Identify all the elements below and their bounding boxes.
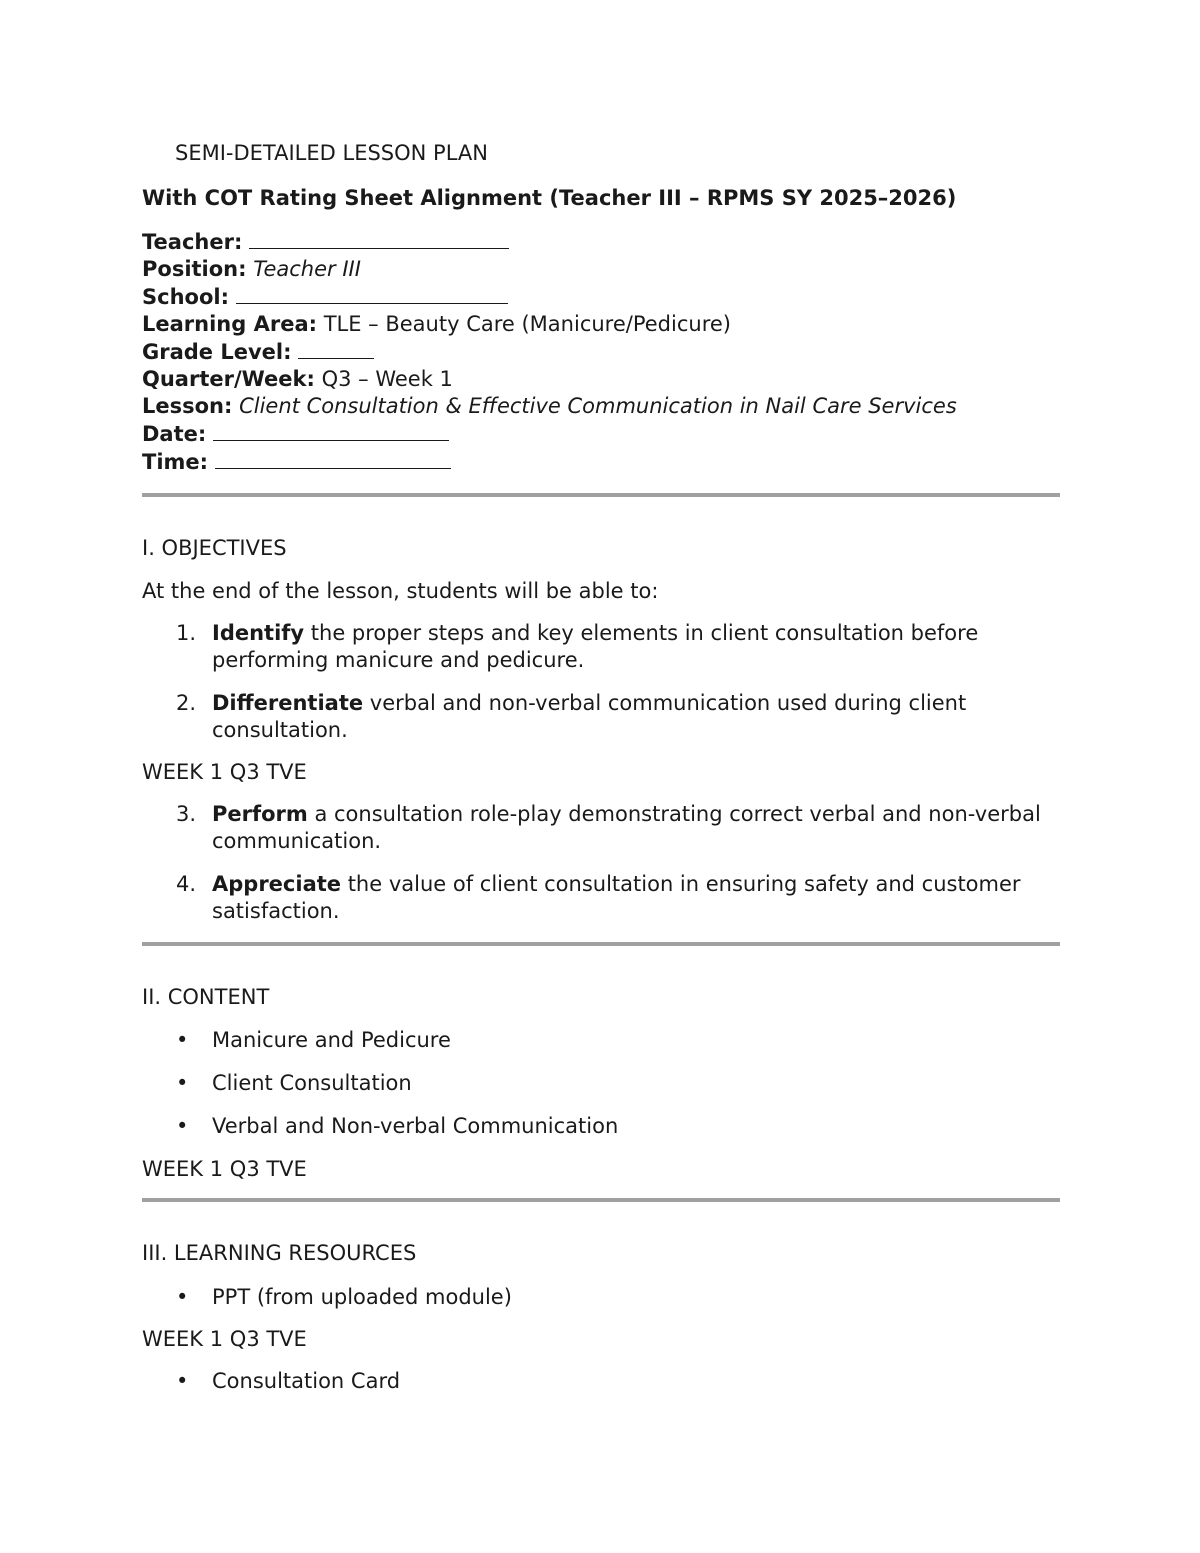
section-divider <box>142 493 1060 497</box>
position-label: Position: <box>142 257 247 281</box>
objectives-heading: I. OBJECTIVES <box>142 536 287 560</box>
position-value: Teacher III <box>253 257 361 281</box>
list-item <box>142 1070 1060 1097</box>
resources-heading: III. LEARNING RESOURCES <box>142 1241 417 1265</box>
document-subtitle: With COT Rating Sheet Alignment (Teacher III – RPMS SY 2025–2026) <box>142 186 957 210</box>
section-divider <box>142 942 1060 946</box>
time-label: Time: <box>142 450 209 474</box>
learning-area-label: Learning Area: <box>142 312 318 336</box>
quarter-week-label: Quarter/Week: <box>142 367 315 391</box>
school-blank <box>236 283 508 304</box>
objective-number: 3. <box>176 802 197 826</box>
section-divider <box>142 1198 1060 1202</box>
objective-text: the proper steps and key elements in client consultation before performing manicure and pedicure. <box>212 621 979 672</box>
objectives-list <box>142 620 1060 744</box>
objective-text: a consultation role-play demonstrating correct verbal and non-verbal communication. <box>212 802 1041 853</box>
objective-number: 4. <box>176 872 197 896</box>
bullet: • <box>176 1369 189 1393</box>
objective-item <box>142 690 1060 744</box>
quarter-week-field <box>142 366 1060 393</box>
school-field <box>142 283 1060 311</box>
lesson-field <box>142 393 1060 420</box>
document-title: SEMI-DETAILED LESSON PLAN <box>175 141 488 165</box>
list-item-text: PPT (from uploaded module) <box>212 1285 512 1309</box>
objective-verb: Appreciate <box>212 872 342 896</box>
objective-item <box>142 620 1060 674</box>
date-blank <box>213 420 449 441</box>
lesson-value: Client Consultation & Effective Communication in Nail Care Services <box>239 394 957 418</box>
learning-area-value: TLE – Beauty Care (Manicure/Pedicure) <box>323 312 731 336</box>
grade-level-field <box>142 338 1060 366</box>
objective-item <box>142 871 1060 925</box>
bullet: • <box>176 1028 189 1052</box>
quarter-week-value: Q3 – Week 1 <box>321 367 453 391</box>
content-heading: II. CONTENT <box>142 985 270 1009</box>
list-item-text: Verbal and Non-verbal Communication <box>212 1114 619 1138</box>
objective-verb: Differentiate <box>212 691 364 715</box>
position-field <box>142 256 1060 283</box>
week-note: WEEK 1 Q3 TVE <box>142 760 307 784</box>
lesson-label: Lesson: <box>142 394 233 418</box>
time-field <box>142 448 1060 476</box>
list-item-text: Consultation Card <box>212 1369 401 1393</box>
date-label: Date: <box>142 422 207 446</box>
time-blank <box>215 448 451 469</box>
list-item <box>142 1368 1060 1395</box>
list-item-text: Client Consultation <box>212 1071 412 1095</box>
objective-number: 2. <box>176 691 197 715</box>
list-item-text: Manicure and Pedicure <box>212 1028 451 1052</box>
school-label: School: <box>142 285 229 309</box>
grade-level-blank <box>298 338 374 359</box>
objective-verb: Identify <box>212 621 305 645</box>
objective-item <box>142 801 1060 855</box>
objectives-intro: At the end of the lesson, students will be able to: <box>142 579 659 603</box>
week-note: WEEK 1 Q3 TVE <box>142 1327 307 1351</box>
date-field <box>142 420 1060 448</box>
list-item <box>142 1113 1060 1140</box>
lesson-plan <box>142 140 1060 1395</box>
grade-level-label: Grade Level: <box>142 340 292 364</box>
bullet: • <box>176 1071 189 1095</box>
bullet: • <box>176 1285 189 1309</box>
objective-verb: Perform <box>212 802 308 826</box>
learning-area-field <box>142 311 1060 338</box>
teacher-field <box>142 228 1060 256</box>
resources-list-continued <box>142 1368 1060 1395</box>
resources-list <box>142 1284 1060 1311</box>
week-note: WEEK 1 Q3 TVE <box>142 1157 307 1181</box>
teacher-label: Teacher: <box>142 230 243 254</box>
objectives-list-continued <box>142 801 1060 925</box>
objective-number: 1. <box>176 621 197 645</box>
content-list <box>142 1027 1060 1140</box>
list-item <box>142 1284 1060 1311</box>
teacher-blank <box>249 228 509 249</box>
objective-text: the value of client consultation in ensuring safety and customer satisfaction. <box>212 872 1021 923</box>
lesson-info-fields <box>142 228 1060 476</box>
list-item <box>142 1027 1060 1054</box>
objective-text: verbal and non-verbal communication used during client consultation. <box>212 691 967 742</box>
bullet: • <box>176 1114 189 1138</box>
